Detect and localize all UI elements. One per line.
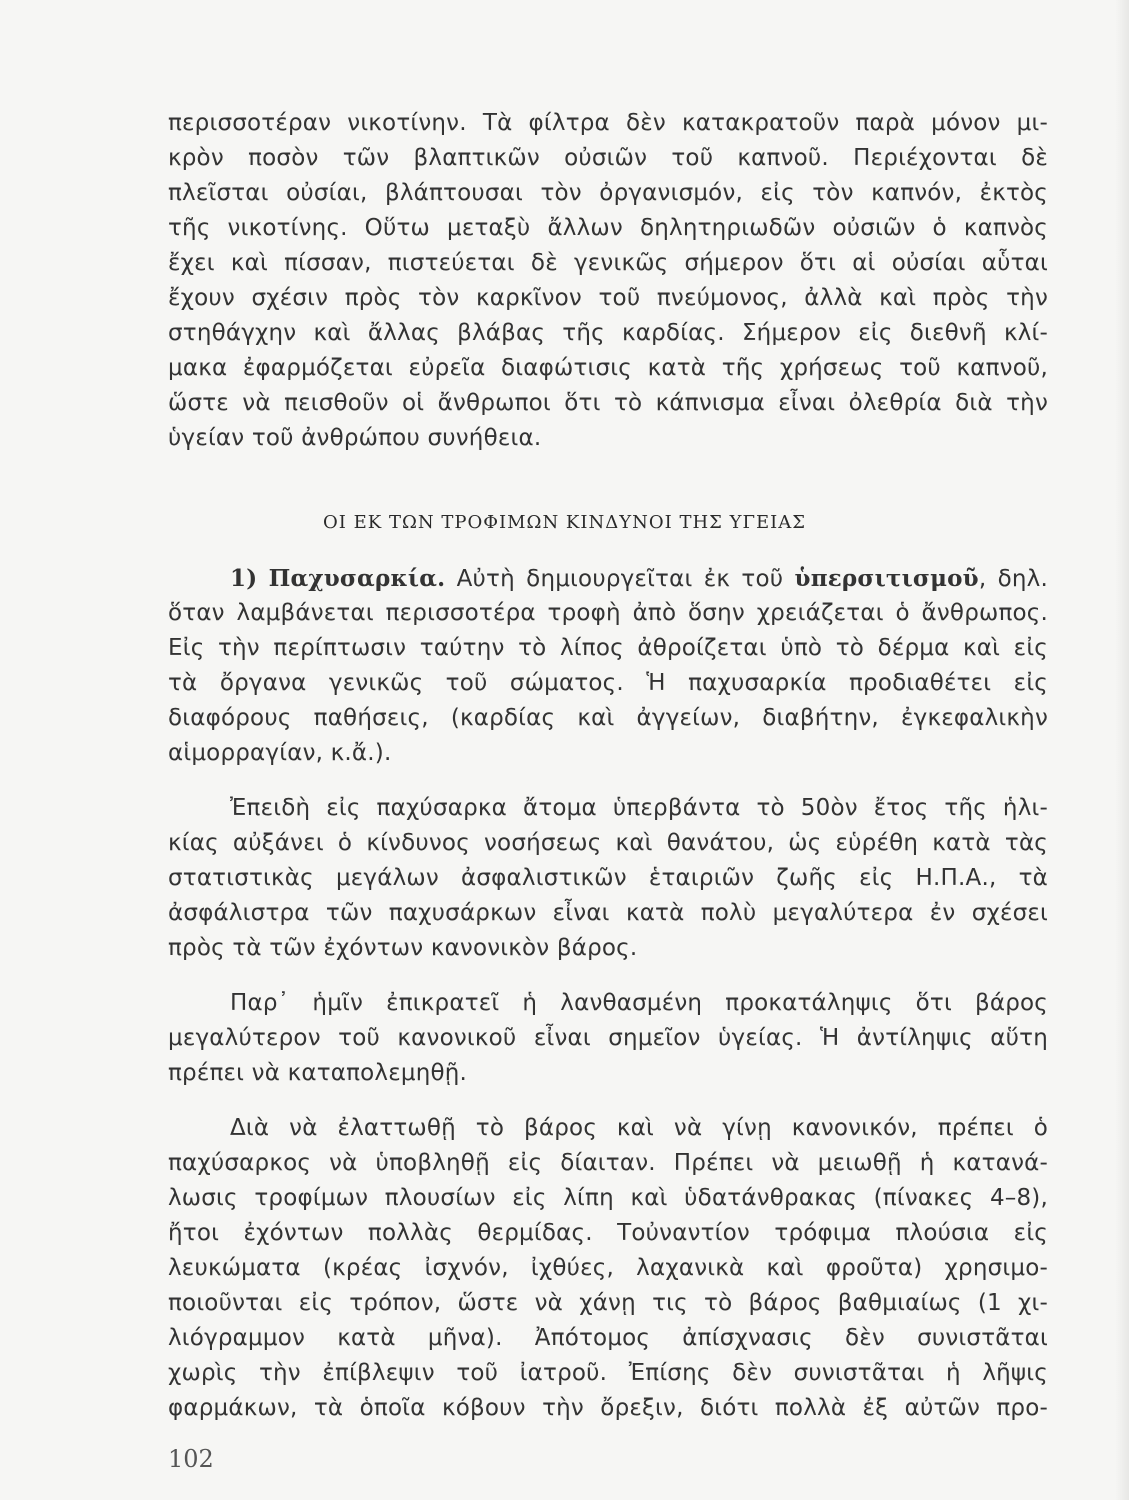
text-line: στηθάγχην καὶ ἄλλας βλάβας τῆς καρδίας. Σήμερον εἰς διεθνῆ κλί- [168,320,1048,346]
text-line: πρέπει νὰ καταπολεμηθῇ. [168,1060,468,1086]
subsection-lead-text: Αὐτὴ δημιουργεῖται ἐκ τοῦ [445,566,795,592]
text-line: τὰ ὄργανα γενικῶς τοῦ σώματος. Ἡ παχυσαρκία προδιαθέτει εἰς [168,670,1048,696]
text-line: λευκώματα (κρέας ἰσχνόν, ἰχθύες, λαχανικὰ καὶ φροῦτα) χρησιμο- [168,1255,1048,1281]
text-line: ὥστε νὰ πεισθοῦν οἱ ἄνθρωποι ὅτι τὸ κάπνισμα εἶναι ὀλεθρία διὰ τὴν [168,390,1048,416]
text-line: περισσοτέραν νικοτίνην. Τὰ φίλτρα δὲν κατακρατοῦν παρὰ μόνον μι- [168,110,1048,136]
text-line: λωσις τροφίμων πλουσίων εἰς λίπη καὶ ὑδατάνθρακας (πίνακες 4–8), [168,1185,1048,1211]
text-line: ποιοῦνται εἰς τρόπον, ὥστε νὰ χάνῃ τις τὸ βάρος βαθμιαίως (1 χι- [168,1290,1048,1316]
section-heading: ΟΙ ΕΚ ΤΩΝ ΤΡΟΦΙΜΩΝ ΚΙΝΔΥΝΟΙ ΤΗΣ ΥΓΕΙΑΣ [323,512,806,533]
text-line: μεγαλύτερον τοῦ κανονικοῦ εἶναι σημεῖον ὑγείας. Ἡ ἀντίληψις αὕτη [168,1025,1048,1051]
text-line: κίας αὐξάνει ὁ κίνδυνος νοσήσεως καὶ θανάτου, ὡς εὑρέθη κατὰ τὰς [168,830,1048,856]
text-line: τῆς νικοτίνης. Οὕτω μεταξὺ ἄλλων δηλητηριωδῶν οὐσιῶν ὁ καπνὸς [168,215,1048,241]
page-edge-shadow [1115,0,1129,1500]
text-line: πρὸς τὰ τῶν ἐχόντων κανονικὸν βάρος. [168,935,638,961]
emphasized-term: ὑπερσιτισμοῦ [794,565,979,592]
text-line: χωρὶς τὴν ἐπίβλεψιν τοῦ ἰατροῦ. Ἐπίσης δὲν συνιστᾶται ἡ λῆψις [168,1360,1048,1386]
text-line: λιόγραμμον κατὰ μῆνα). Ἀπότομος ἀπίσχνασις δὲν συνιστᾶται [168,1325,1048,1351]
text-line: Παρ᾽ ἡμῖν ἐπικρατεῖ ἡ λανθασμένη προκατάληψις ὅτι βάρος [230,990,1048,1016]
text-line: μακα ἐφαρμόζεται εὐρεῖα διαφώτισις κατὰ τῆς χρήσεως τοῦ καπνοῦ, [168,355,1048,381]
text-line: ὅταν λαμβάνεται περισσοτέρα τροφὴ ἀπὸ ὅσην χρειάζεται ὁ ἄνθρωπος. [168,600,1048,626]
text-line: παχύσαρκος νὰ ὑποβληθῇ εἰς δίαιταν. Πρέπει νὰ μειωθῇ ἡ κατανά- [168,1150,1048,1176]
text-line: στατιστικὰς μεγάλων ἀσφαλιστικῶν ἑταιριῶν ζωῆς εἰς Η.Π.Α., τὰ [168,865,1048,891]
text-line: Εἰς τὴν περίπτωσιν ταύτην τὸ λίπος ἀθροίζεται ὑπὸ τὸ δέρμα καὶ εἰς [168,635,1048,661]
subsection-number: 1) [230,565,258,592]
text-line: ἀσφάλιστρα τῶν παχυσάρκων εἶναι κατὰ πολὺ μεγαλύτερα ἐν σχέσει [168,900,1048,926]
text-line: Διὰ νὰ ἐλαττωθῇ τὸ βάρος καὶ νὰ γίνῃ κανονικόν, πρέπει ὁ [230,1115,1048,1141]
subsection-title: Παχυσαρκία. [268,565,446,592]
subsection-first-line [230,567,1048,591]
text-line: ὑγείαν τοῦ ἀνθρώπου συνήθεια. [168,425,542,451]
text-line: φαρμάκων, τὰ ὁποῖα κόβουν τὴν ὄρεξιν, διότι πολλὰ ἐξ αὐτῶν προ- [168,1395,1048,1421]
text-line: πλεῖσται οὐσίαι, βλάπτουσαι τὸν ὀργανισμόν, εἰς τὸν καπνόν, ἐκτὸς [168,180,1048,206]
text-line: ἤτοι ἐχόντων πολλὰς θερμίδας. Τοὐναντίον τρόφιμα πλούσια εἰς [168,1220,1048,1246]
text-line: Ἐπειδὴ εἰς παχύσαρκα ἄτομα ὑπερβάντα τὸ 50ὸν ἔτος τῆς ἡλι- [230,795,1048,821]
text-line: ἔχουν σχέσιν πρὸς τὸν καρκῖνον τοῦ πνεύμονος, ἀλλὰ καὶ πρὸς τὴν [168,285,1048,311]
text-line: ἔχει καὶ πίσσαν, πιστεύεται δὲ γενικῶς σήμερον ὅτι αἱ οὐσίαι αὗται [168,250,1048,276]
text-line: κρὸν ποσὸν τῶν βλαπτικῶν οὐσιῶν τοῦ καπνοῦ. Περιέχονται δὲ [168,145,1048,171]
subsection-tail-text: , δηλ. [978,566,1048,592]
page-number: 102 [168,1445,214,1473]
text-line: διαφόρους παθήσεις, (καρδίας καὶ ἀγγείων, διαβήτην, ἐγκεφαλικὴν [168,705,1048,731]
text-line: αἱμορραγίαν, κ.ἄ.). [168,740,392,766]
